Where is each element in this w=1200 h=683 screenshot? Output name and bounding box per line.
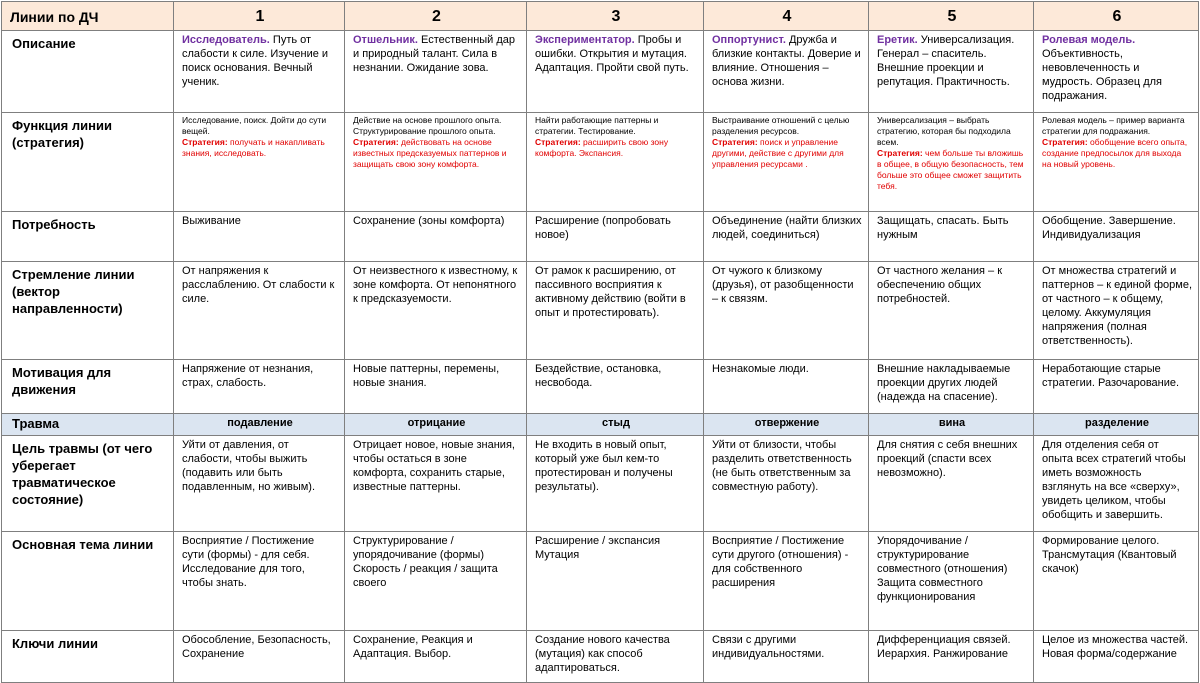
description-row [2, 31, 1199, 113]
strategy-word: Стратегия: [182, 137, 228, 147]
role-title: Еретик. [877, 34, 918, 46]
strategy-word: Стратегия: [535, 137, 581, 147]
function-text: Ролевая модель – пример варианта стратегии для подражания. [1042, 115, 1185, 136]
direction-cell-4: От чужого к близкому (друзья), от разобщенности – к связям. [704, 262, 869, 360]
trauma-cell-1: подавление [174, 414, 345, 436]
keys-cell-3: Создание нового качества (мутация) как способ адаптироваться. [527, 631, 704, 683]
description-text: Дружба и близкие контакты. Доверие и влияние. Отношения – основа жизни. [712, 34, 861, 88]
description-cell-6 [1034, 31, 1199, 113]
lines-table [1, 1, 1199, 683]
motivation-row [2, 360, 1199, 414]
description-text: Естественный дар и природный талант. Сила в незнании. Ожидание зова. [353, 34, 516, 74]
motivation-cell-6: Неработающие старые стратегии. Разочарование. [1034, 360, 1199, 414]
theme-row [2, 532, 1199, 631]
need-label: Потребность [2, 212, 174, 262]
strategy-word: Стратегия: [1042, 137, 1088, 147]
strategy-word: Стратегия: [353, 137, 399, 147]
need-row [2, 212, 1199, 262]
description-text: Объективность, невовлеченность и мудрость. Образец для подражания. [1042, 48, 1163, 102]
strategy-word: Стратегия: [877, 148, 923, 158]
motivation-cell-3: Бездействие, остановка, несвобода. [527, 360, 704, 414]
function-cell-2 [345, 113, 527, 212]
need-cell-4: Объединение (найти близких людей, соединиться) [704, 212, 869, 262]
line-1-header: 1 [174, 2, 345, 31]
description-cell-1 [174, 31, 345, 113]
trauma-cell-3: стыд [527, 414, 704, 436]
role-title: Исследователь. [182, 34, 270, 46]
motivation-label: Мотивация для движения [2, 360, 174, 414]
line-6-header: 6 [1034, 2, 1199, 31]
function-cell-5 [869, 113, 1034, 212]
description-text: Пробы и ошибки. Открытия и мутация. Адаптация. Пройти свой путь. [535, 34, 689, 74]
description-text: Универсализация. Генерал – спаситель. Внешние проекции и репутация. Практичность. [877, 34, 1015, 88]
function-text: Выстраивание отношений с целью разделения ресурсов. [712, 115, 850, 136]
motivation-cell-5: Внешние накладываемые проекции других людей (надежда на спасение). [869, 360, 1034, 414]
trauma-goal-cell-4: Уйти от близости, чтобы разделить ответственность (не быть ответственным за совместную работу). [704, 436, 869, 532]
theme-cell-2: Структурирование /упорядочивание (формы) Скорость / реакция / защита своего [345, 532, 527, 631]
trauma-goal-cell-5: Для снятия с себя внешних проекций (спасти всех невозможно). [869, 436, 1034, 532]
trauma-cell-6: разделение [1034, 414, 1199, 436]
keys-cell-4: Связи с другими индивидуальностями. [704, 631, 869, 683]
line-2-header: 2 [345, 2, 527, 31]
need-cell-6: Обобщение. Завершение. Индивидуализация [1034, 212, 1199, 262]
function-row [2, 113, 1199, 212]
keys-cell-6: Целое из множества частей. Новая форма/содержание [1034, 631, 1199, 683]
line-4-header: 4 [704, 2, 869, 31]
keys-label: Ключи линии [2, 631, 174, 683]
keys-cell-5: Дифференциация связей. Иерархия. Ранжирование [869, 631, 1034, 683]
line-5-header: 5 [869, 2, 1034, 31]
direction-cell-2: От неизвестного к известному, к зоне комфорта. От непонятного к предсказуемости. [345, 262, 527, 360]
strategy-text: действовать на основе известных предсказуемых паттернов и защищать свою зону комфорта. [353, 137, 507, 169]
strategy-text: получать и накапливать знания, исследовать. [182, 137, 325, 158]
function-text: Найти работающие паттерны и стратегии. Тестирование. [535, 115, 659, 136]
function-cell-1 [174, 113, 345, 212]
header-label: Линии по ДЧ [2, 2, 174, 31]
function-cell-3 [527, 113, 704, 212]
need-cell-5: Защищать, спасать. Быть нужным [869, 212, 1034, 262]
keys-cell-1: Обособление, Безопасность, Сохранение [174, 631, 345, 683]
role-title: Оппортунист. [712, 34, 786, 46]
trauma-goal-label: Цель травмы (от чего уберегает травматическое состояние) [2, 436, 174, 532]
trauma-cell-4: отвержение [704, 414, 869, 436]
motivation-cell-4: Незнакомые люди. [704, 360, 869, 414]
function-text: Действие на основе прошлого опыта. Структурирование прошлого опыта. [353, 115, 502, 136]
role-title: Отшельник. [353, 34, 418, 46]
need-cell-3: Расширение (попробовать новое) [527, 212, 704, 262]
strategy-text: чем больше ты вложишь в общее, в общую безопасность, тем больше это общее сможет защитить тебя. [877, 148, 1024, 191]
strategy-word: Стратегия: [712, 137, 758, 147]
strategy-text: обобщение всего опыта, создание предпосылок для выхода на новый уровень. [1042, 137, 1188, 169]
keys-row [2, 631, 1199, 683]
header-row [2, 2, 1199, 31]
description-cell-2 [345, 31, 527, 113]
direction-cell-1: От напряжения к расслаблению. От слабости к силе. [174, 262, 345, 360]
direction-cell-3: От рамок к расширению, от пассивного восприятия к активному действию (войти в опыт и протестировать). [527, 262, 704, 360]
description-cell-5 [869, 31, 1034, 113]
trauma-goal-cell-6: Для отделения себя от опыта всех стратегий чтобы иметь возможность взглянуть на все «сверху», увидеть целиком, чтобы обобщить и завершить. [1034, 436, 1199, 532]
theme-cell-1: Восприятие / Постижение сути (формы) - для себя. Исследование для того, чтобы знать. [174, 532, 345, 631]
theme-cell-6: Формирование целого. Трансмутация (Квантовый скачок) [1034, 532, 1199, 631]
trauma-goal-cell-1: Уйти от давления, от слабости, чтобы выжить (подавить или быть подавленным, но живым). [174, 436, 345, 532]
motivation-cell-2: Новые паттерны, перемены, новые знания. [345, 360, 527, 414]
trauma-goal-cell-3: Не входить в новый опыт, который уже был кем-то протестирован и получены результаты). [527, 436, 704, 532]
trauma-label: Травма [2, 414, 174, 436]
direction-cell-6: От множества стратегий и паттернов – к единой форме, от частного – к общему, целому. Аккумуляция напряжения (полная ответственность). [1034, 262, 1199, 360]
motivation-cell-1: Напряжение от незнания, страх, слабость. [174, 360, 345, 414]
direction-label: Стремление линии (вектор направленности) [2, 262, 174, 360]
need-cell-2: Сохранение (зоны комфорта) [345, 212, 527, 262]
description-cell-4 [704, 31, 869, 113]
role-title: Экспериментатор. [535, 34, 635, 46]
description-label: Описание [2, 31, 174, 113]
direction-row [2, 262, 1199, 360]
strategy-text: поиск и управление другими, действие с другими для управления ресурсами . [712, 137, 844, 169]
function-text: Исследование, поиск. Дойти до сути вещей. [182, 115, 327, 136]
trauma-cell-2: отрицание [345, 414, 527, 436]
trauma-cell-5: вина [869, 414, 1034, 436]
role-title: Ролевая модель. [1042, 34, 1136, 46]
need-cell-1: Выживание [174, 212, 345, 262]
keys-cell-2: Сохранение, Реакция и Адаптация. Выбор. [345, 631, 527, 683]
theme-cell-5: Упорядочивание / структурирование совместного (отношения) Защита совместного функционирования [869, 532, 1034, 631]
function-label: Функция линии (стратегия) [2, 113, 174, 212]
function-text: Универсализация – выбрать стратегию, которая бы подходила всем. [877, 115, 1011, 147]
description-cell-3 [527, 31, 704, 113]
theme-cell-4: Восприятие / Постижение сути другого (отношения) - для собственного расширения [704, 532, 869, 631]
strategy-text: расширить свою зону комфорта. Экспансия. [535, 137, 669, 158]
function-cell-4 [704, 113, 869, 212]
function-cell-6 [1034, 113, 1199, 212]
line-3-header: 3 [527, 2, 704, 31]
direction-cell-5: От частного желания – к обеспечению общих потребностей. [869, 262, 1034, 360]
trauma-row [2, 414, 1199, 436]
description-text: Путь от слабости к силе. Изучение и поиск основания. Вечный ученик. [182, 34, 329, 88]
theme-label: Основная тема линии [2, 532, 174, 631]
theme-cell-3: Расширение / экспансия Мутация [527, 532, 704, 631]
trauma-goal-cell-2: Отрицает новое, новые знания, чтобы остаться в зоне комфорта, сохранить старые, известные паттерны. [345, 436, 527, 532]
trauma-goal-row [2, 436, 1199, 532]
